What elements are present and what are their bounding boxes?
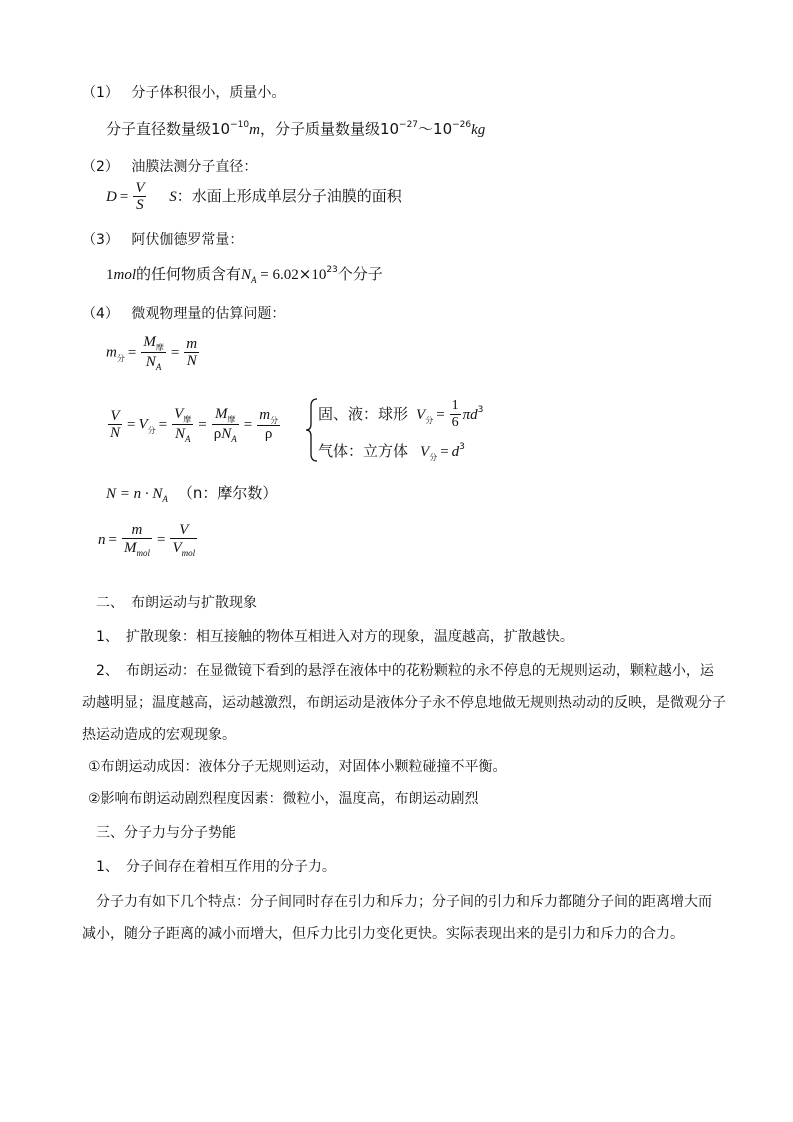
section-3-title: 三、分子力与分子势能 xyxy=(96,825,236,841)
molecular-force-paragraph: 1、 分子间存在着相互作用的分子力。 xyxy=(96,859,336,875)
item-2-title: 油膜法测分子直径： xyxy=(131,159,258,175)
den-N2: N xyxy=(184,352,199,369)
item-1-label: （1） xyxy=(82,85,119,101)
var-d-cube: d xyxy=(451,444,460,460)
fraction-M-NA xyxy=(141,333,166,371)
exp-23: 23 xyxy=(326,265,338,275)
n-equals: N = n · N xyxy=(106,486,163,502)
rho: ρ xyxy=(213,426,222,442)
denominator-s: S xyxy=(133,196,146,213)
fraction-m-Mmol xyxy=(122,522,152,557)
fraction-v-s xyxy=(133,180,146,213)
sub-fen4: 分 xyxy=(425,416,434,425)
pi-d: πd xyxy=(462,407,478,423)
fraction-V-N xyxy=(108,408,122,441)
times-sign: × xyxy=(298,265,312,283)
fraction-M-rhoNA xyxy=(212,405,239,443)
sub-A: A xyxy=(155,362,162,372)
text-a: 分子直径数量级10 xyxy=(106,120,231,138)
var-n: N xyxy=(241,267,252,283)
sub-fen5: 分 xyxy=(429,453,438,462)
num-V5: V xyxy=(179,522,189,538)
numerator-v: V xyxy=(135,180,145,196)
var-V: V xyxy=(138,416,148,433)
sub-mol: mol xyxy=(136,548,150,558)
exp-b: −27 xyxy=(399,120,419,130)
den-N: N xyxy=(145,354,156,370)
item-4-heading xyxy=(82,303,285,323)
var-n: n xyxy=(98,532,106,548)
fraction-Vmo-NA xyxy=(172,405,193,443)
den-N5: N xyxy=(221,426,232,442)
section-2-title: 二、 布朗运动与扩散现象 xyxy=(96,595,257,611)
den-six: 6 xyxy=(451,415,459,430)
sub-mo: 摩 xyxy=(155,343,164,352)
avogadro-formula xyxy=(106,263,383,284)
sub-A3: A xyxy=(231,434,237,444)
item-2-label: （2） xyxy=(82,159,119,175)
brownian-factors: ②影响布朗运动剧烈程度因素：微粒小，温度高，布朗运动剧烈 xyxy=(88,791,479,807)
item-1-heading xyxy=(82,82,285,102)
fraction-m-N xyxy=(184,336,199,369)
equals: = xyxy=(119,189,129,205)
den-N3: N xyxy=(110,424,121,441)
num-m3: m xyxy=(131,522,143,538)
sub-mo2: 摩 xyxy=(183,415,192,424)
text-b: ，分子质量数量级10 xyxy=(259,120,400,138)
gas-text: 气体：立方体 xyxy=(318,442,409,460)
unit-kg: kg xyxy=(471,122,486,138)
var-V4: V xyxy=(420,444,430,460)
gas-case: 气体：立方体 $V_分 = d^3$ xyxy=(318,442,465,462)
curly-brace-icon xyxy=(305,398,319,466)
fraction-one-six xyxy=(450,398,461,431)
num-V2: V xyxy=(174,406,184,422)
diffusion-paragraph: 1、 扩散现象：相互接触的物体互相进入对方的现象，温度越高，扩散越快。 xyxy=(96,629,574,645)
sub-fen3: 分 xyxy=(270,416,279,425)
var-V3: V xyxy=(416,407,426,423)
num-M2: M xyxy=(215,406,228,422)
var-d: D xyxy=(106,189,117,205)
item-4-label: （4） xyxy=(82,306,119,322)
sub-mol2: mol xyxy=(181,548,196,558)
item-1-title: 分子体积很小，质量小。 xyxy=(131,85,286,101)
item-3-title: 阿伏伽德罗常量： xyxy=(131,232,244,248)
sub-a: A xyxy=(251,275,257,285)
value: = 6.02 xyxy=(256,267,299,283)
item-3-heading xyxy=(82,229,243,249)
num-M: M xyxy=(143,334,156,350)
brownian-cause: ①布朗运动成因：液体分子无规则运动，对固体小颗粒碰撞不平衡。 xyxy=(88,759,507,775)
var-s: S xyxy=(169,189,177,205)
avogadro-text: 的任何物质含有 xyxy=(136,265,242,283)
brownian-line-1: 2、 布朗运动：在显微镜下看到的悬浮在液体中的花粉颗粒的永不停息的无规则运动，颗粒越小，运 xyxy=(96,663,714,679)
sub-A2: A xyxy=(184,434,191,444)
brownian-line-3: 热运动造成的宏观现象。 xyxy=(82,727,236,743)
solid-liquid-case: 固、液：球形 $V_分$ = $\frac{1}{6}$ $\pi d^3$ xyxy=(318,398,484,430)
fraction-m-rho xyxy=(257,406,280,442)
exp-c: −26 xyxy=(452,120,472,130)
num-m2: m xyxy=(259,407,271,423)
item-3-label: （3） xyxy=(82,232,119,248)
den-N4: N xyxy=(174,426,185,442)
num-one: 1 xyxy=(106,267,114,283)
unit-mol: mol xyxy=(113,267,136,283)
var-m: m xyxy=(106,344,117,361)
sub-mo3: 摩 xyxy=(227,415,236,424)
sub-A4: A xyxy=(162,494,168,504)
sub-fen2: 分 xyxy=(147,425,156,435)
num-m: m xyxy=(186,335,198,352)
item-4-title: 微观物理量的估算问题： xyxy=(131,306,286,322)
item-1-formula xyxy=(106,118,485,139)
molecular-volume-formula: $\frac{V}{N}$ = $V_分$ = $\frac{V_摩}{N_A}$ = $\frac{M_摩}{\rho N_A}$ = $\frac{m_分}{\rho}$ xyxy=(110,406,279,444)
unit-m: m xyxy=(249,122,260,138)
item-2-heading xyxy=(82,156,257,176)
den-V: V xyxy=(172,540,182,556)
oil-film-desc: ：水面上形成单层分子油膜的面积 xyxy=(176,187,402,205)
force-features-line-2: 减小，随分子距离的减小而增大，但斥力比引力变化更快。实际表现出来的是引力和斥力的合力。 xyxy=(82,926,684,942)
num-V: V xyxy=(110,407,120,424)
exp-a: −10 xyxy=(230,120,250,130)
brownian-line-2: 动越明显；温度越高，运动越激烈，布朗运动是液体分子永不停息地做无规则热动动的反映，是微观分子 xyxy=(82,695,726,711)
oil-film-formula xyxy=(106,180,402,213)
molecular-mass-formula: $m_分$ = $\frac{M_摩}{N_A}$ = $\frac{m}{N}$ xyxy=(106,334,198,372)
fraction-V-Vmol xyxy=(170,522,197,557)
den-M: M xyxy=(123,540,137,556)
sub-fen: 分 xyxy=(116,353,125,363)
ten: 10 xyxy=(311,267,327,283)
cube-exp: 3 xyxy=(477,405,484,415)
n-note: （n：摩尔数） xyxy=(177,484,278,502)
avogadro-tail: 个分子 xyxy=(337,265,383,283)
mole-formula: n = $\frac{m}{M_{mol}}$ = $\frac{V}{V_{mol}}$ xyxy=(98,522,196,558)
number-formula xyxy=(106,482,277,503)
den-rho: ρ xyxy=(257,425,280,442)
solid-text: 固、液：球形 xyxy=(318,405,409,423)
force-features-line-1: 分子力有如下几个特点：分子间同时存在引力和斥力；分子间的引力和斥力都随分子间的距离增大而 xyxy=(96,894,712,910)
cube-exp2: 3 xyxy=(459,442,465,452)
text-c: ～10 xyxy=(418,120,453,138)
num-one: 1 xyxy=(451,398,459,413)
